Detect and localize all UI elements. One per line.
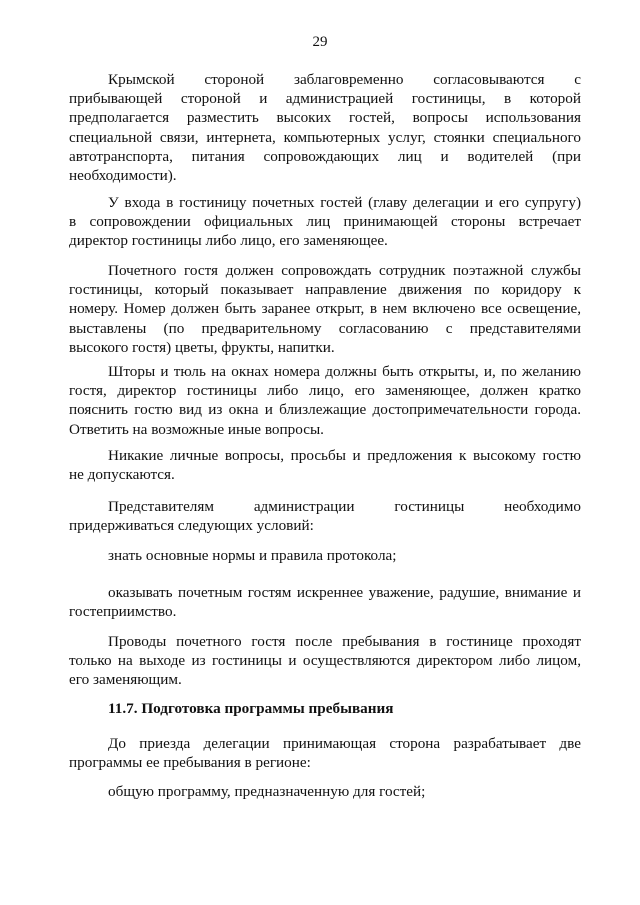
paragraph-5 — [69, 446, 581, 484]
section-heading: 11.7. Подготовка программы пребывания — [108, 700, 394, 717]
paragraph-10 — [69, 734, 581, 772]
paragraph-line: автотранспорта, питания сопровождающих лиц и водителей (при — [69, 147, 581, 165]
paragraph-line: придерживаться следующих условий: — [69, 517, 314, 535]
paragraph-line: У входа в гостиницу почетных гостей (главу делегации и его супругу) — [108, 194, 581, 211]
paragraph-line: его заменяющим. — [69, 671, 182, 689]
paragraph-11 — [69, 782, 581, 801]
paragraph-8 — [69, 583, 581, 621]
paragraph-line: гостиницы, который показывает направление движения по коридору к — [69, 281, 581, 299]
paragraph-9 — [69, 632, 581, 690]
paragraph-line: номеру. Номер должен быть заранее открыт, в нем включено все освещение, — [69, 300, 581, 318]
page-number: 29 — [312, 34, 328, 50]
paragraph-7 — [69, 546, 581, 565]
paragraph-line: предполагается разместить высоких гостей, вопросы использования — [69, 109, 581, 127]
paragraph-line: Крымской стороной заблаговременно согласовываются с — [108, 71, 581, 88]
paragraph-line: прибывающей стороной и администрацией гостиницы, в которой — [69, 90, 581, 108]
paragraph-line: Шторы и тюль на окнах номера должны быть открыты, и, по желанию — [108, 363, 581, 380]
paragraph-1 — [69, 70, 581, 185]
paragraph-line: пояснить гостю вид из окна и близлежащие достопримечательности города. — [69, 401, 581, 419]
paragraph-line: директор гостиницы либо лицо, его заменяющее. — [69, 232, 388, 250]
paragraph-line: гостеприимство. — [69, 603, 177, 621]
paragraph-line: гостя, директор гостиницы либо лицо, его заменяющее, должен кратко — [69, 382, 581, 400]
paragraph-2 — [69, 193, 581, 251]
paragraph-line: высокого гостя) цветы, фрукты, напитки. — [69, 338, 335, 356]
paragraph-line: не допускаются. — [69, 466, 175, 484]
paragraph-line: Никакие личные вопросы, просьбы и предложения к высокому гостю — [108, 447, 581, 464]
paragraph-line: в сопровождении официальных лиц принимающей стороны встречает — [69, 213, 581, 231]
paragraph-line: выставлены (по предварительному согласованию с представителями — [69, 319, 581, 337]
paragraph-line: До приезда делегации принимающая сторона разрабатывает две — [108, 735, 581, 752]
paragraph-line: специальной связи, интернета, компьютерных услуг, стоянки специального — [69, 128, 581, 146]
paragraph-line: Ответить на возможные иные вопросы. — [69, 420, 324, 438]
paragraph-line: Представителям администрации гостиницы необходимо — [108, 498, 581, 515]
paragraph-6 — [69, 497, 581, 535]
paragraph-line: Проводы почетного гостя после пребывания в гостинице проходят — [108, 633, 581, 650]
paragraph-line: Почетного гостя должен сопровождать сотрудник поэтажной службы — [108, 262, 581, 279]
paragraph-3 — [69, 261, 581, 357]
paragraph-line: программы ее пребывания в регионе: — [69, 754, 311, 772]
paragraph-line: общую программу, предназначенную для гостей; — [108, 783, 426, 800]
paragraph-line: необходимости). — [69, 167, 177, 185]
paragraph-line: оказывать почетным гостям искреннее уважение, радушие, внимание и — [108, 584, 581, 601]
paragraph-line: знать основные нормы и правила протокола; — [108, 547, 397, 564]
paragraph-line: только на выходе из гостиницы и осуществляются директором либо лицом, — [69, 652, 581, 670]
paragraph-4 — [69, 362, 581, 439]
